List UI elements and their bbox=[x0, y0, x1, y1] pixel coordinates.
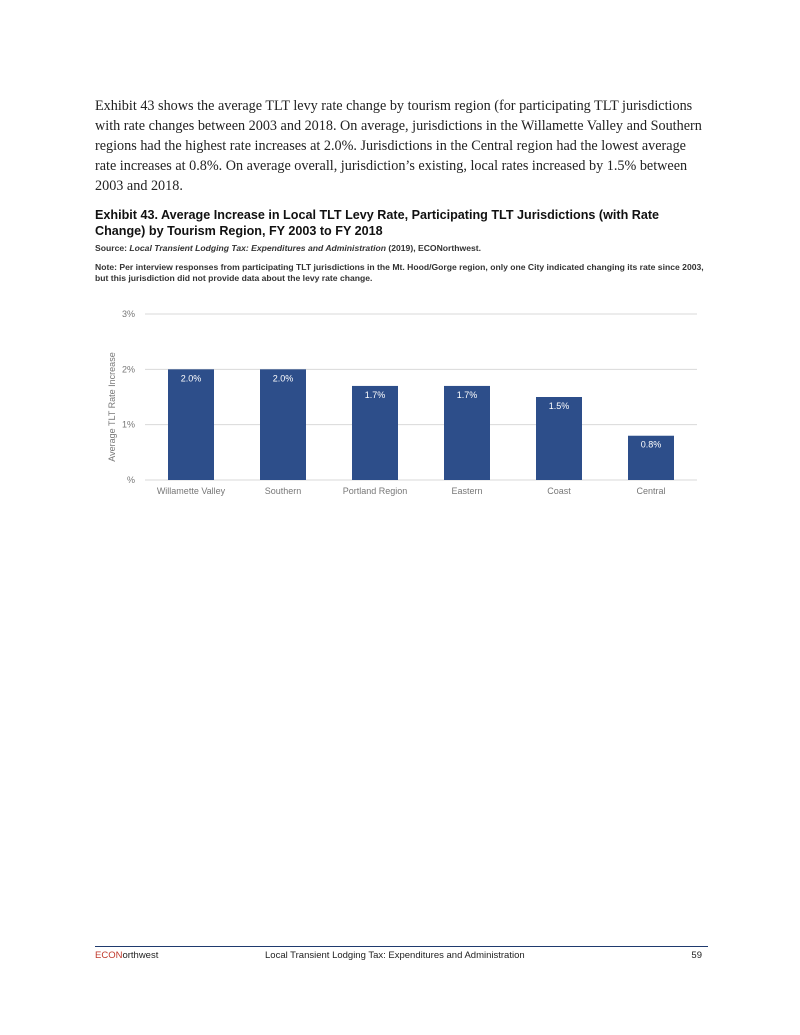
bar-value-label: 1.7% bbox=[456, 389, 478, 400]
category-label: Southern bbox=[264, 486, 302, 496]
category-label: Eastern bbox=[451, 486, 483, 496]
exhibit-note: Note: Per interview responses from participating TLT jurisdictions in the Mt. Hood/Gorge region, only one City indicated changing its rate since 2003, but this jurisdiction did not provide data about the levy rate change. bbox=[95, 262, 704, 283]
footer-rule bbox=[95, 946, 708, 947]
bar bbox=[352, 386, 398, 480]
y-tick-label: % bbox=[126, 475, 135, 485]
category-label: Coast bbox=[547, 486, 571, 496]
footer-brand-rest: orthwest bbox=[122, 950, 159, 961]
y-tick-label: 1% bbox=[121, 419, 135, 430]
y-axis-label: Average TLT Rate Increase bbox=[107, 352, 117, 462]
bar-chart-svg bbox=[95, 300, 705, 510]
bar bbox=[260, 369, 306, 480]
bar bbox=[444, 386, 490, 480]
source-publication: Local Transient Lodging Tax: Expenditures and Administration bbox=[129, 243, 386, 253]
category-label: Central bbox=[636, 486, 666, 496]
bar bbox=[168, 369, 214, 480]
page-number: 59 bbox=[691, 950, 702, 961]
footer-brand bbox=[95, 950, 158, 961]
bar-value-label: 2.0% bbox=[272, 373, 294, 384]
category-label: Portland Region bbox=[342, 486, 408, 496]
bar-value-label: 2.0% bbox=[180, 373, 202, 384]
bar-value-label: 1.7% bbox=[364, 389, 386, 400]
bar-value-label: 1.5% bbox=[548, 401, 570, 411]
source-suffix: (2019), ECONorthwest. bbox=[385, 243, 481, 253]
intro-paragraph: Exhibit 43 shows the average TLT levy rate change by tourism region (for participating TLT jurisdictions with rate changes between 2003 and 2018. On average, jurisdictions in the Willamette Valley and Southern regions had the highest rate increases at 2.0%. Jurisdictions in the Central region had the lowest average rate increases at 0.8%. On average overall, jurisdiction’s existing, local rates increased by 1.5% between 2003 and 2018. bbox=[95, 98, 702, 194]
category-label: Willamette Valley bbox=[156, 486, 226, 496]
page-footer bbox=[95, 950, 708, 964]
exhibit-source bbox=[95, 243, 705, 254]
bar-chart bbox=[95, 300, 705, 510]
footer-document-title: Local Transient Lodging Tax: Expenditures and Administration bbox=[265, 950, 525, 961]
bar-value-label: 0.8% bbox=[640, 439, 662, 450]
y-tick-label: 2% bbox=[121, 364, 135, 375]
y-tick-label: 3% bbox=[121, 309, 135, 319]
source-prefix: Source: bbox=[95, 243, 130, 253]
exhibit-title: Exhibit 43. Average Increase in Local TLT Levy Rate, Participating TLT Jurisdictions (with Rate Change) by Tourism Region, FY 2003 to FY 2018 bbox=[95, 208, 660, 238]
footer-brand-accent: ECON bbox=[95, 950, 123, 961]
